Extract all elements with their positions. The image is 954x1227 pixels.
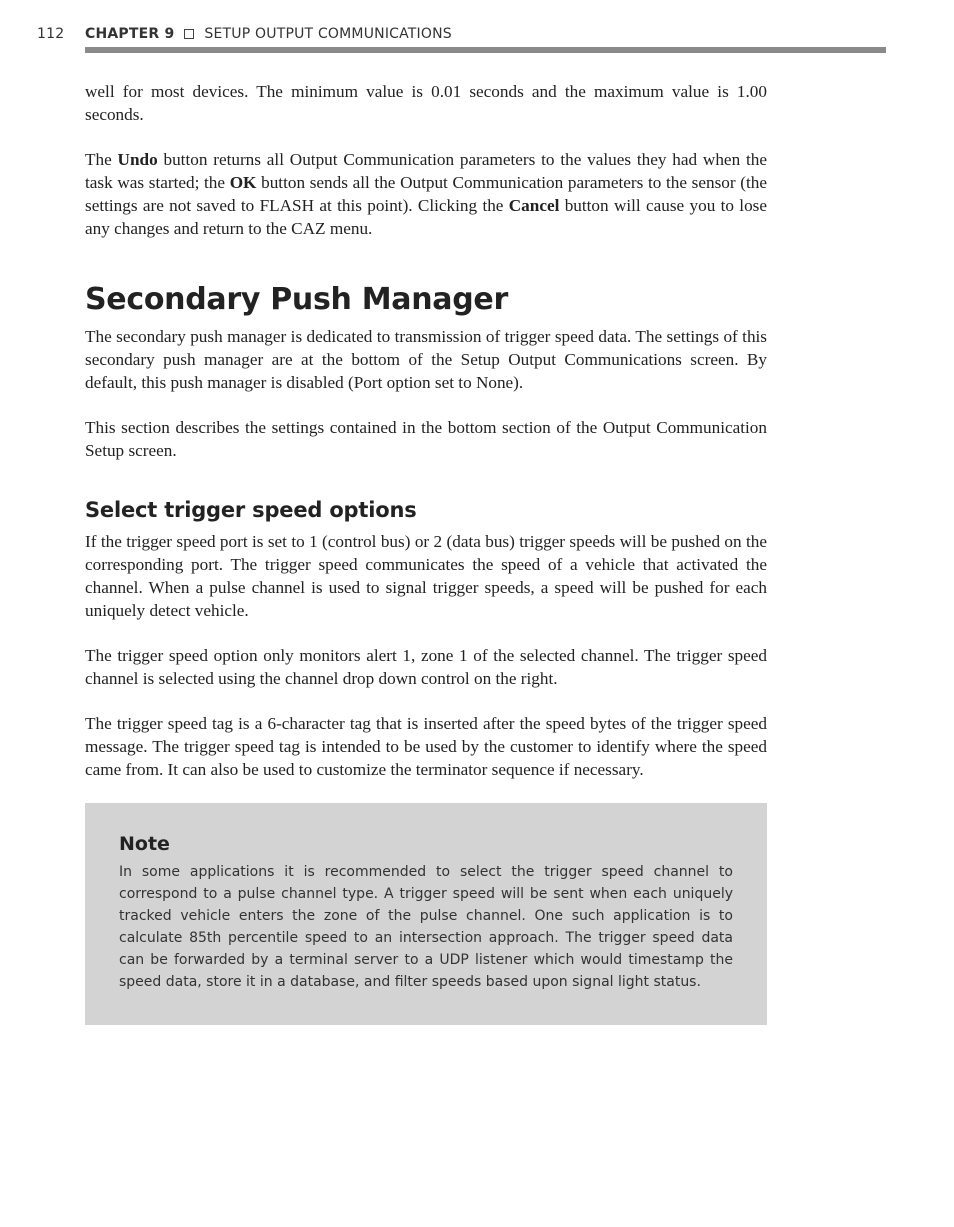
text-run: button will cause you to lose any changes and return to the CAZ menu. xyxy=(85,196,767,238)
subsection-paragraph-1: If the trigger speed port is set to 1 (control bus) or 2 (data bus) trigger speeds will be pushed on the corresponding port. The trigger speed communicates the speed of a vehicle that activated the channel. When a pulse channel is used to signal trigger speeds, a speed will be pushed for each uniquely detect vehicle. xyxy=(85,532,767,620)
header-rule xyxy=(85,47,886,53)
chapter-label: CHAPTER 9 xyxy=(85,26,175,42)
section-paragraph-1: The secondary push manager is dedicated to transmission of trigger speed data. The settings of this secondary push manager are at the bottom of the Setup Output Communications screen. By default, this push manager is disabled (Port option set to None). xyxy=(85,327,767,392)
text-run: The xyxy=(85,150,118,169)
note-text: In some applications it is recommended to select the trigger speed channel to correspond to a pulse channel type. A trigger speed will be sent when each uniquely tracked vehicle enters the zone of the pulse channel. One such application is to calculate 85th percentile speed to an intersection approach. The trigger speed data can be forwarded by a terminal server to a UDP listener which would timestamp the speed data, store it in a database, and filter speeds based upon signal light status. xyxy=(119,864,733,990)
ok-term: OK xyxy=(229,173,257,192)
running-header xyxy=(37,26,886,42)
separator-box-icon xyxy=(184,29,194,39)
text-run: button sends all the Output Communication parameters to the sensor (the settings are not saved to FLASH at this point). Clicking the xyxy=(85,173,767,215)
subsection-paragraph-3: The trigger speed tag is a 6-character tag that is inserted after the speed bytes of the trigger speed message. The trigger speed tag is intended to be used by the customer to identify where the speed came from. It can also be used to customize the terminator sequence if necessary. xyxy=(85,714,767,779)
page-content xyxy=(85,80,767,1025)
subsection-heading: Select trigger speed options xyxy=(85,498,417,522)
page-number: 112 xyxy=(37,26,65,42)
chapter-title: SETUP OUTPUT COMMUNICATIONS xyxy=(204,26,452,42)
undo-term: Undo xyxy=(117,150,158,169)
section-paragraph-2: This section describes the settings contained in the bottom section of the Output Communication Setup screen. xyxy=(85,418,767,460)
section-heading: Secondary Push Manager xyxy=(85,282,508,317)
text-run: button returns all Output Communication parameters to the values they had when the task was started; the xyxy=(85,150,767,192)
intro-paragraph-2 xyxy=(85,148,767,240)
note-title: Note xyxy=(119,833,170,855)
intro-paragraph-1: well for most devices. The minimum value is 0.01 seconds and the maximum value is 1.00 seconds. xyxy=(85,82,767,124)
note-box xyxy=(85,803,767,1025)
cancel-term: Cancel xyxy=(508,196,560,215)
subsection-paragraph-2: The trigger speed option only monitors alert 1, zone 1 of the selected channel. The trigger speed channel is selected using the channel drop down control on the right. xyxy=(85,646,767,688)
